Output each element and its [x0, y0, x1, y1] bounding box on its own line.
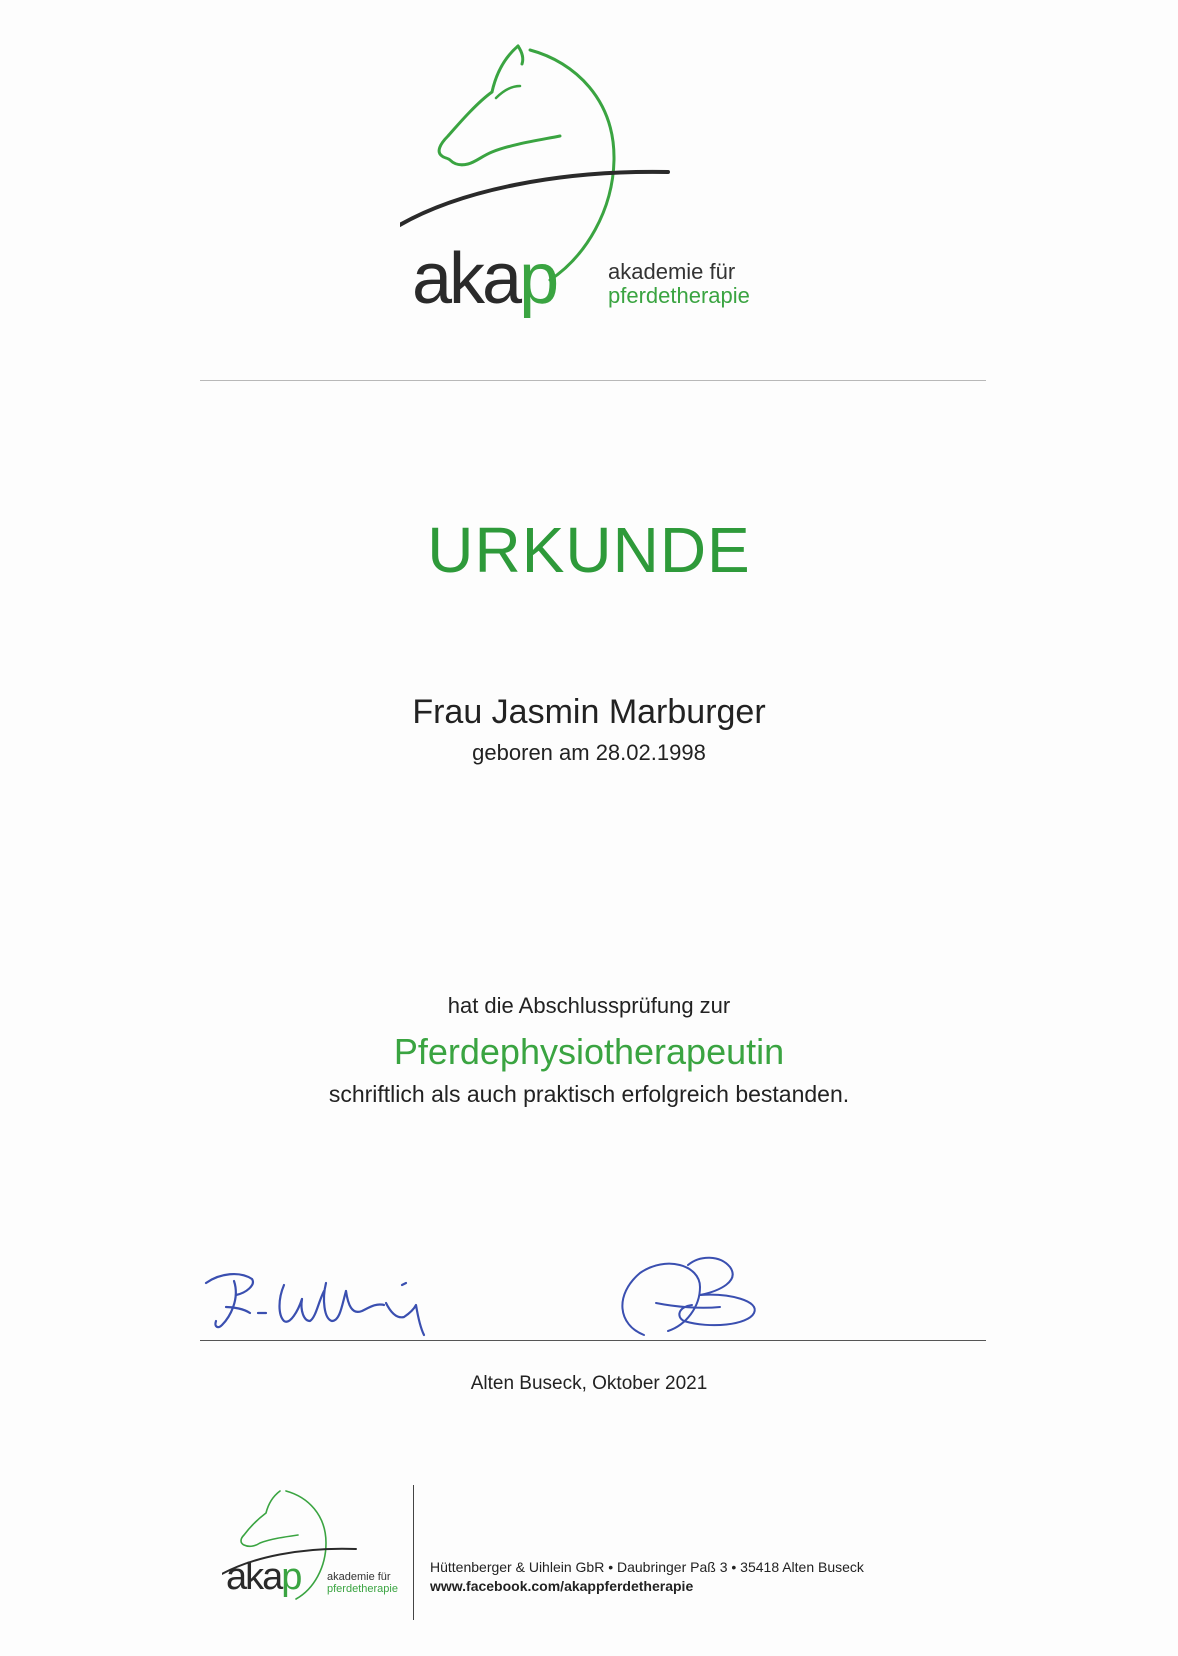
- logo-tagline: [608, 260, 750, 308]
- akap-logo: [400, 40, 800, 319]
- signature-right: [622, 1258, 754, 1335]
- footer-logo: [222, 1485, 412, 1605]
- profession-title: Pferdephysiotherapeutin: [393, 1031, 785, 1072]
- signature-line: [200, 1340, 986, 1341]
- footer-logo-tagline: [327, 1571, 398, 1595]
- birth-date: geboren am 28.02.1998: [472, 740, 706, 765]
- signatures: [200, 1255, 986, 1345]
- recipient-name: Frau Jasmin Marburger: [412, 693, 766, 731]
- footer-address: Hüttenberger & Uihlein GbR • Daubringer Paß 3 • 35418 Alten Buseck: [430, 1559, 864, 1575]
- footer-divider: [413, 1485, 414, 1620]
- statement-line-1: hat die Abschlussprüfung zur: [447, 993, 731, 1018]
- logo-wordmark: akap: [412, 239, 557, 319]
- footer-logo-wordmark: akap: [226, 1556, 301, 1598]
- footer-website-link[interactable]: www.facebook.com/akappferdetherapie: [430, 1578, 694, 1594]
- logo-tagline-line-1: akademie für: [608, 259, 736, 284]
- certificate-title: URKUNDE: [427, 514, 751, 586]
- signature-left: [206, 1274, 424, 1335]
- footer-tagline-line-2: pferdetherapie: [327, 1583, 398, 1595]
- place-and-date: Alten Buseck, Oktober 2021: [470, 1373, 708, 1394]
- logo-tagline-line-2: pferdetherapie: [608, 283, 750, 308]
- footer-tagline-line-1: akademie für: [327, 1571, 391, 1583]
- header-divider: [200, 380, 986, 381]
- statement-line-2: schriftlich als auch praktisch erfolgreich bestanden.: [328, 1081, 850, 1107]
